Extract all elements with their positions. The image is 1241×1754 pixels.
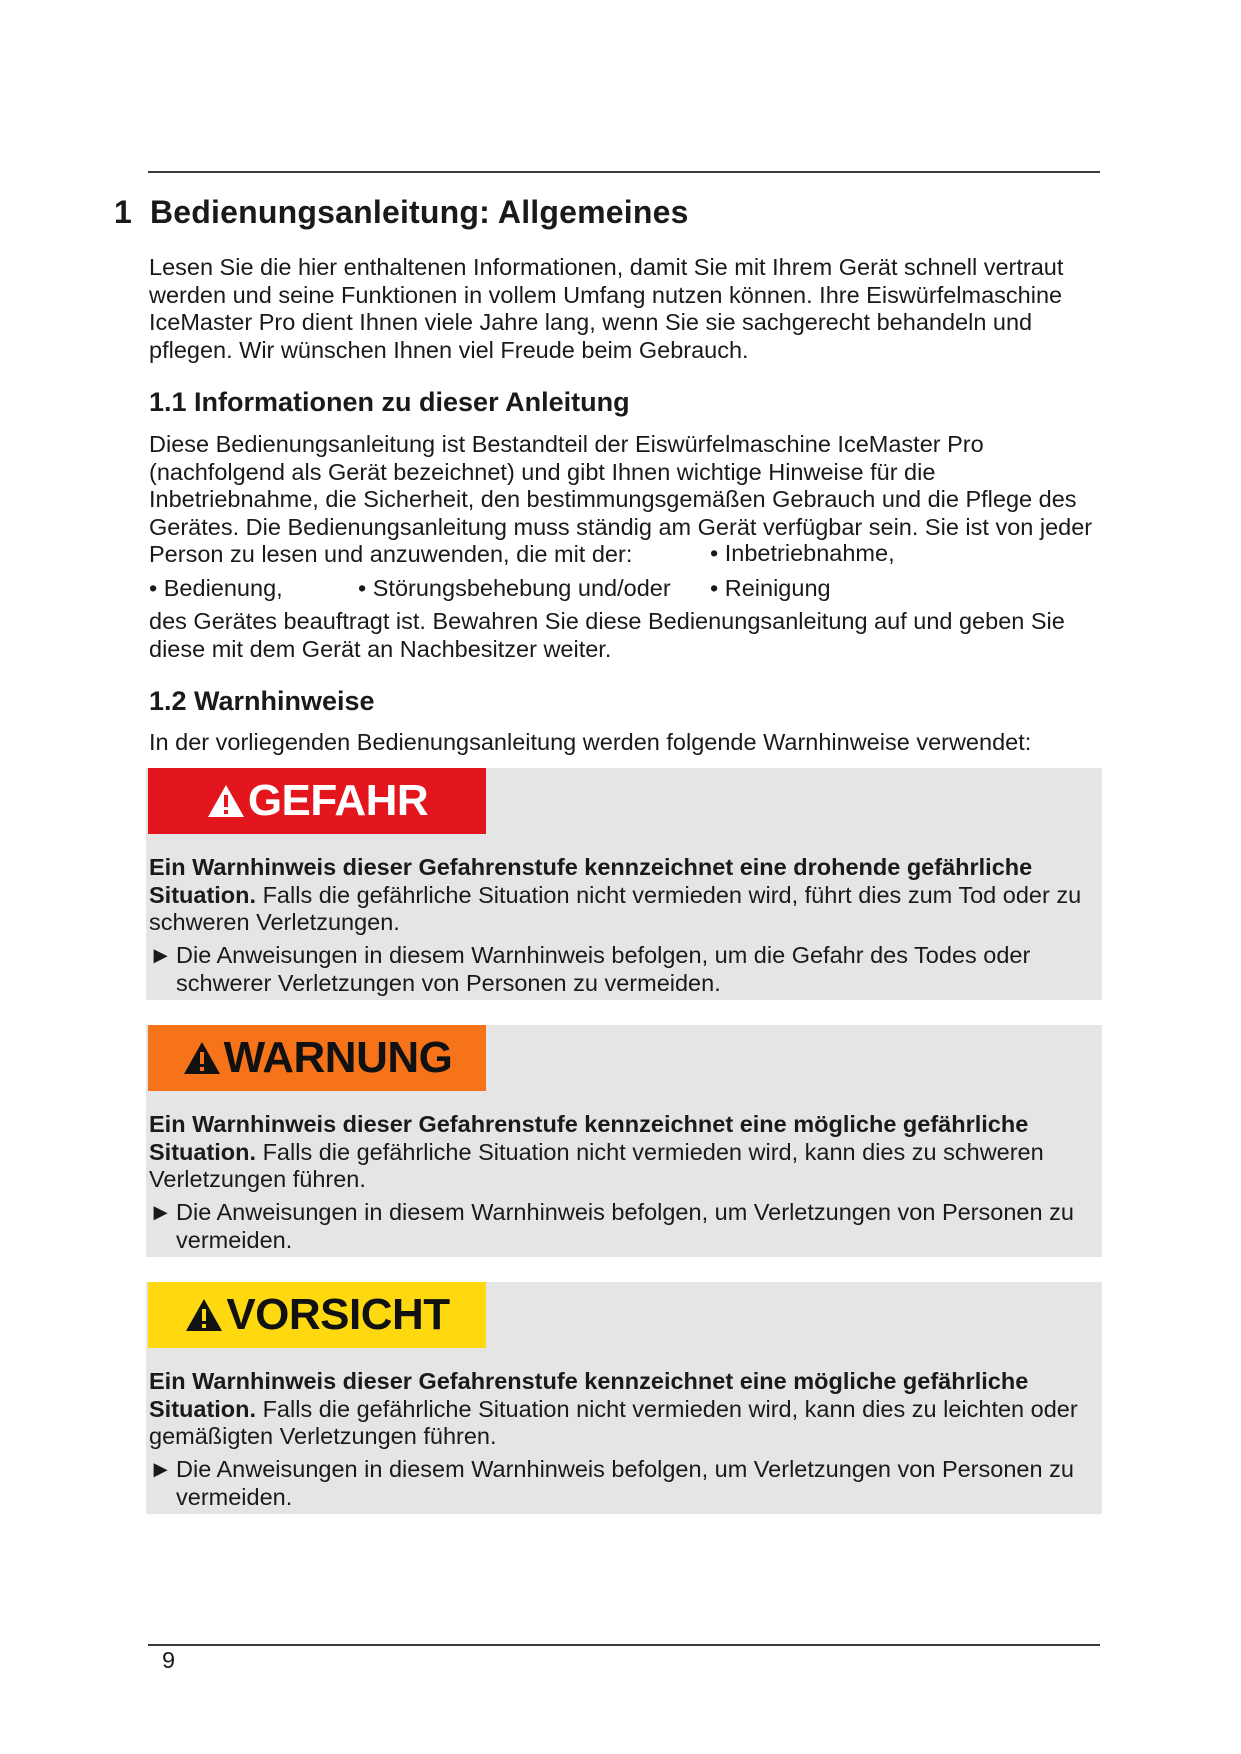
warning-description-bold: Ein Warnhinweis dieser Gefahrenstufe kennzeichnet eine mögliche gefährliche Situation. [149, 1368, 1029, 1422]
warning-description [149, 1368, 1094, 1451]
triangle-right-icon: ► [149, 942, 173, 968]
warning-instruction [149, 942, 1121, 997]
warning-instruction [149, 1199, 1121, 1254]
section-1-1-paragraph: Diese Bedienungsanleitung ist Bestandteil der Eiswürfelmaschine IceMaster Pro (nachfolgend als Gerät bezeichnet) und gibt Ihnen wichtige Hinweise für die Inbetriebnahme, die Sicherheit, den bestimmungsgemäßen Gebrauch und die Pflege des Gerätes. Die Bedienungsanleitung muss ständig am Gerät verfügbar sein. Sie ist von jeder Person zu lesen und anzuwenden, die mit der: [149, 431, 1093, 567]
warning-instruction-text: Die Anweisungen in diesem Warnhinweis befolgen, um Verletzungen von Personen zu vermeiden. [176, 1199, 1074, 1253]
triangle-right-icon: ► [149, 1199, 173, 1225]
warning-triangle-icon [206, 783, 246, 819]
warning-description-text: Falls die gefährliche Situation nicht vermieden wird, führt dies zum Tod oder zu schweren Verletzungen. [149, 881, 1082, 935]
section-1-1-closing: des Gerätes beauftragt ist. Bewahren Sie diese Bedienungsanleitung auf und geben Sie diese mit dem Gerät an Nachbesitzer weiter. [149, 608, 1065, 662]
warning-box-gefahr [146, 768, 1102, 1000]
intro-paragraph: Lesen Sie die hier enthaltenen Informationen, damit Sie mit Ihrem Gerät schnell vertraut werden und seine Funktionen in vollem Umfang nutzen können. Ihre Eiswürfelmaschine IceMaster Pro dient Ihnen viele Jahre lang, wenn Sie sie sachgerecht behandeln und pflegen. Wir wünschen Ihnen viel Freude beim Gebrauch. [149, 254, 1064, 363]
signal-label-vorsicht [148, 1282, 486, 1348]
triangle-right-icon: ► [149, 1456, 173, 1482]
warning-box-vorsicht [146, 1282, 1102, 1514]
warning-instruction-text: Die Anweisungen in diesem Warnhinweis befolgen, um die Gefahr des Todes oder schwerer Verletzungen von Personen zu vermeiden. [176, 942, 1031, 996]
warning-description-bold: Ein Warnhinweis dieser Gefahrenstufe kennzeichnet eine mögliche gefährliche Situation. [149, 1111, 1029, 1165]
warning-triangle-icon [184, 1297, 224, 1333]
chapter-title: Bedienungsanleitung: Allgemeines [150, 194, 689, 230]
bullet-inbetriebnahme: • Inbetriebnahme, [710, 540, 895, 566]
page-number: 9 [162, 1647, 176, 1673]
warning-description [149, 1111, 1094, 1194]
signal-label-gefahr [148, 768, 486, 834]
warning-triangle-icon [182, 1040, 222, 1076]
chapter-heading [114, 194, 689, 231]
bullet-stoerungsbehebung: • Störungsbehebung und/oder [358, 575, 671, 601]
warning-description [149, 854, 1094, 937]
task-bullet-list [149, 540, 1104, 600]
signal-word: GEFAHR [247, 776, 429, 825]
warning-instruction-text: Die Anweisungen in diesem Warnhinweis befolgen, um Verletzungen von Personen zu vermeiden. [176, 1456, 1074, 1510]
section-1-1-title: 1.1 Informationen zu dieser Anleitung [149, 387, 630, 417]
section-1-2-intro: In der vorliegenden Bedienungsanleitung werden folgende Warnhinweise verwendet: [149, 729, 1032, 755]
signal-label-warnung [148, 1025, 486, 1091]
signal-word: WARNUNG [223, 1033, 453, 1082]
warning-box-warnung [146, 1025, 1102, 1257]
header-rule [148, 171, 1100, 173]
warning-instruction [149, 1456, 1121, 1511]
chapter-number: 1 [114, 194, 132, 230]
bullet-bedienung: • Bedienung, [149, 575, 283, 601]
footer-rule [148, 1644, 1100, 1646]
section-1-2-title: 1.2 Warnhinweise [149, 686, 375, 716]
warning-description-text: Falls die gefährliche Situation nicht vermieden wird, kann dies zu leichten oder gemäßigten Verletzungen führen. [149, 1395, 1078, 1449]
warning-description-text: Falls die gefährliche Situation nicht vermieden wird, kann dies zu schweren Verletzungen führen. [149, 1138, 1044, 1192]
warning-description-bold: Ein Warnhinweis dieser Gefahrenstufe kennzeichnet eine drohende gefährliche Situation. [149, 854, 1033, 908]
bullet-reinigung: • Reinigung [710, 575, 831, 601]
signal-word: VORSICHT [226, 1290, 450, 1339]
